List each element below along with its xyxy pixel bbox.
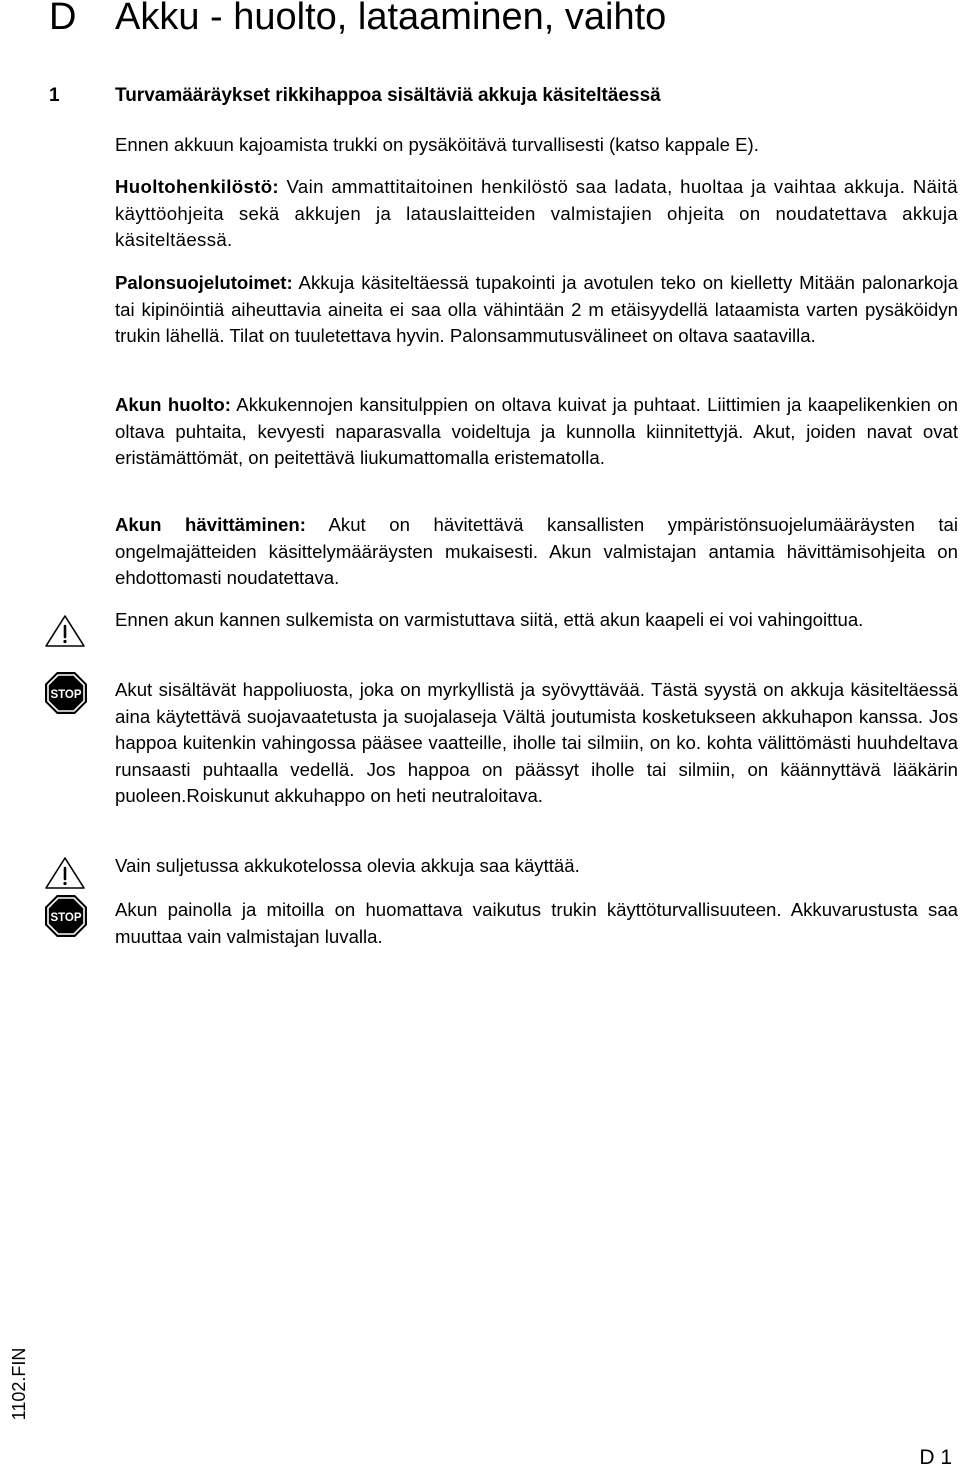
stop-sign-text: STOP [50,689,82,701]
warning-triangle-icon [44,614,86,648]
paragraph-battery-maintenance: Akun huolto: Akkukennojen kansitulppien on oltava kuivat ja puhtaat. Liittimien ja kaapelikenkien on oltava puhtaita, kevyesti naparasvalla voideltuja ja kunnolla kiinnitettyjä. Akut, joiden navat ovat eristämättömät, on peitettävä liukumattomalla eristematolla. [115,394,958,468]
warning-triangle-icon [44,856,86,890]
stop-sign-text: STOP [50,912,82,924]
maintenance-label: Akun huolto: [115,394,231,415]
chapter-title: Akku - huolto, lataaminen, vaihto [115,0,667,38]
paragraph-fire-safety: Palonsuojelutoimet: Akkuja käsiteltäessä tupakointi ja avotulen teko on kielletty Mitään palonarkoja tai kipinöintiä aiheuttavia aineita ei saa olla vähintään 2 m etäisyydellä lataamista varten pysäköidyn trukin lähellä. Tilat on tuuletettava hyvin. Palonsammutusvälineet on oltava saatavilla. [115,272,958,346]
paragraph-parking: Ennen akkuun kajoamista trukki on pysäköitävä turvallisesti (katso kappale E). [115,134,759,155]
page-number: D 1 [919,1446,952,1469]
document-code: 1102.FIN [9,1347,29,1421]
paragraph-weight-dimensions: Akun painolla ja mitoilla on huomattava vaikutus trukin käyttöturvallisuuteen. Akkuvarustusta saa muuttaa vain valmistajan luvalla. [115,899,958,947]
stop-sign-icon [44,671,88,715]
fire-safety-label: Palonsuojelutoimet: [115,272,293,293]
paragraph-acid-warning: Akut sisältävät happoliuosta, joka on myrkyllistä ja syövyttävää. Tästä syystä on akkuja käsiteltäessä aina käytettävä suojavaatetusta ja suojalaseja Vältä joutumista kosketukseen akkuhapon kanssa. Jos happoa kuitenkin vahingossa pääsee vaatteille, iholle tai silmiin, on ko. kohta välittömästi huuhdeltava runsaasti puhtaalla vedellä. Jos happoa on päässyt iholle tai silmiin, on käännyttävä lääkärin puoleen.Roiskunut akkuhappo on heti neutraloitava. [115,679,958,806]
section-title: Turvamääräykset rikkihappoa sisältäviä akkuja käsiteltäessä [115,85,661,106]
paragraph-personnel: Huoltohenkilöstö: Vain ammattitaitoinen henkilöstö saa ladata, huoltaa ja vaihtaa akkuja. Näitä käyttöohjeita sekä akkujen ja latauslaitteiden valmistajien ohjeita on noudatettava akkuja käsiteltäessä. [115,176,958,250]
stop-sign-icon [44,894,88,938]
paragraph-battery-disposal: Akun hävittäminen: Akut on hävitettävä kansallisten ympäristönsuojelumääräysten tai ongelmajätteiden käsittelymääräysten mukaisesti. Akun valmistajan antamia hävittämisohjeita on ehdottomasti noudatettava. [115,514,958,588]
section-number: 1 [49,85,60,106]
personnel-label: Huoltohenkilöstö: [115,176,279,197]
disposal-label: Akun hävittäminen: [115,514,306,535]
chapter-letter: D [49,0,77,38]
paragraph-closed-casing: Vain suljetussa akkukotelossa olevia akkuja saa käyttää. [115,855,580,876]
paragraph-cover-warning: Ennen akun kannen sulkemista on varmistuttava siitä, että akun kaapeli ei voi vahingoittua. [115,609,864,630]
